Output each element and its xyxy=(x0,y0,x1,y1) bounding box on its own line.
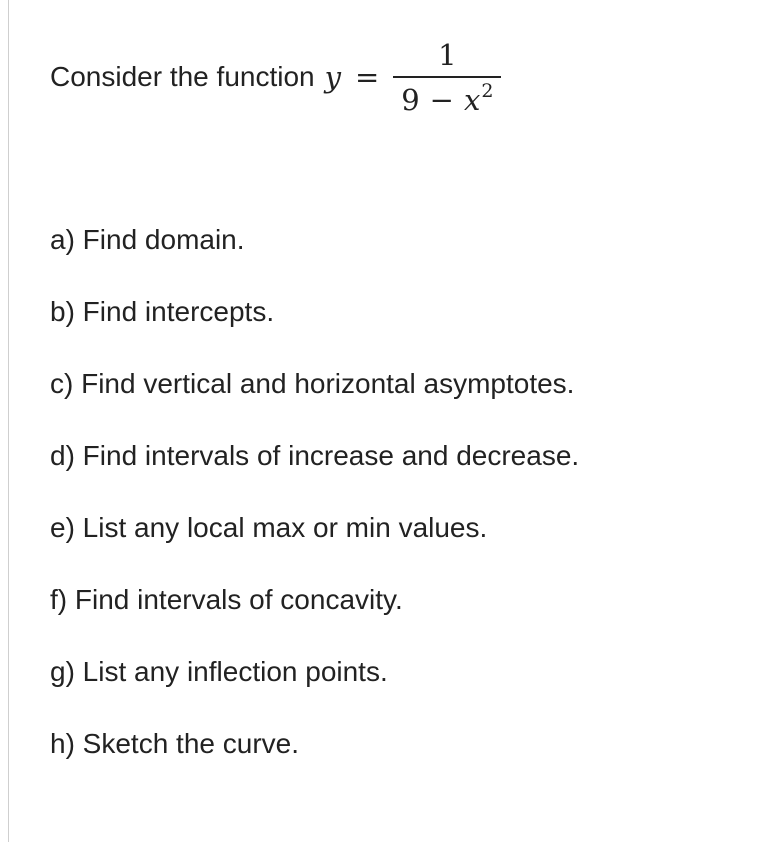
fraction-denominator xyxy=(401,78,493,117)
question-part-g: g) List any inflection points. xyxy=(50,656,388,687)
denominator-variable: x xyxy=(463,82,481,117)
question-part-f: f) Find intervals of concavity. xyxy=(50,584,403,615)
question-part-c: c) Find vertical and horizontal asymptotes. xyxy=(50,368,575,399)
question-part-d: d) Find intervals of increase and decrease. xyxy=(50,440,580,471)
formula-equals: = xyxy=(355,60,380,94)
question-parts-list xyxy=(50,220,579,796)
fraction xyxy=(393,38,501,117)
fraction-numerator: 1 xyxy=(438,37,457,72)
intro-text: Consider the function xyxy=(50,61,315,92)
question-part-e: e) List any local max or min values. xyxy=(50,512,488,543)
problem-statement xyxy=(50,32,501,122)
question-part-b: b) Find intercepts. xyxy=(50,296,275,327)
left-border xyxy=(8,0,9,842)
denominator-constant: 9 xyxy=(401,82,420,117)
function-formula xyxy=(325,38,502,117)
formula-lhs: y xyxy=(324,60,341,94)
question-part-a: a) Find domain. xyxy=(50,224,245,255)
denominator-operator: − xyxy=(429,82,454,117)
question-part-h: h) Sketch the curve. xyxy=(50,728,300,759)
denominator-exponent: 2 xyxy=(481,79,494,102)
